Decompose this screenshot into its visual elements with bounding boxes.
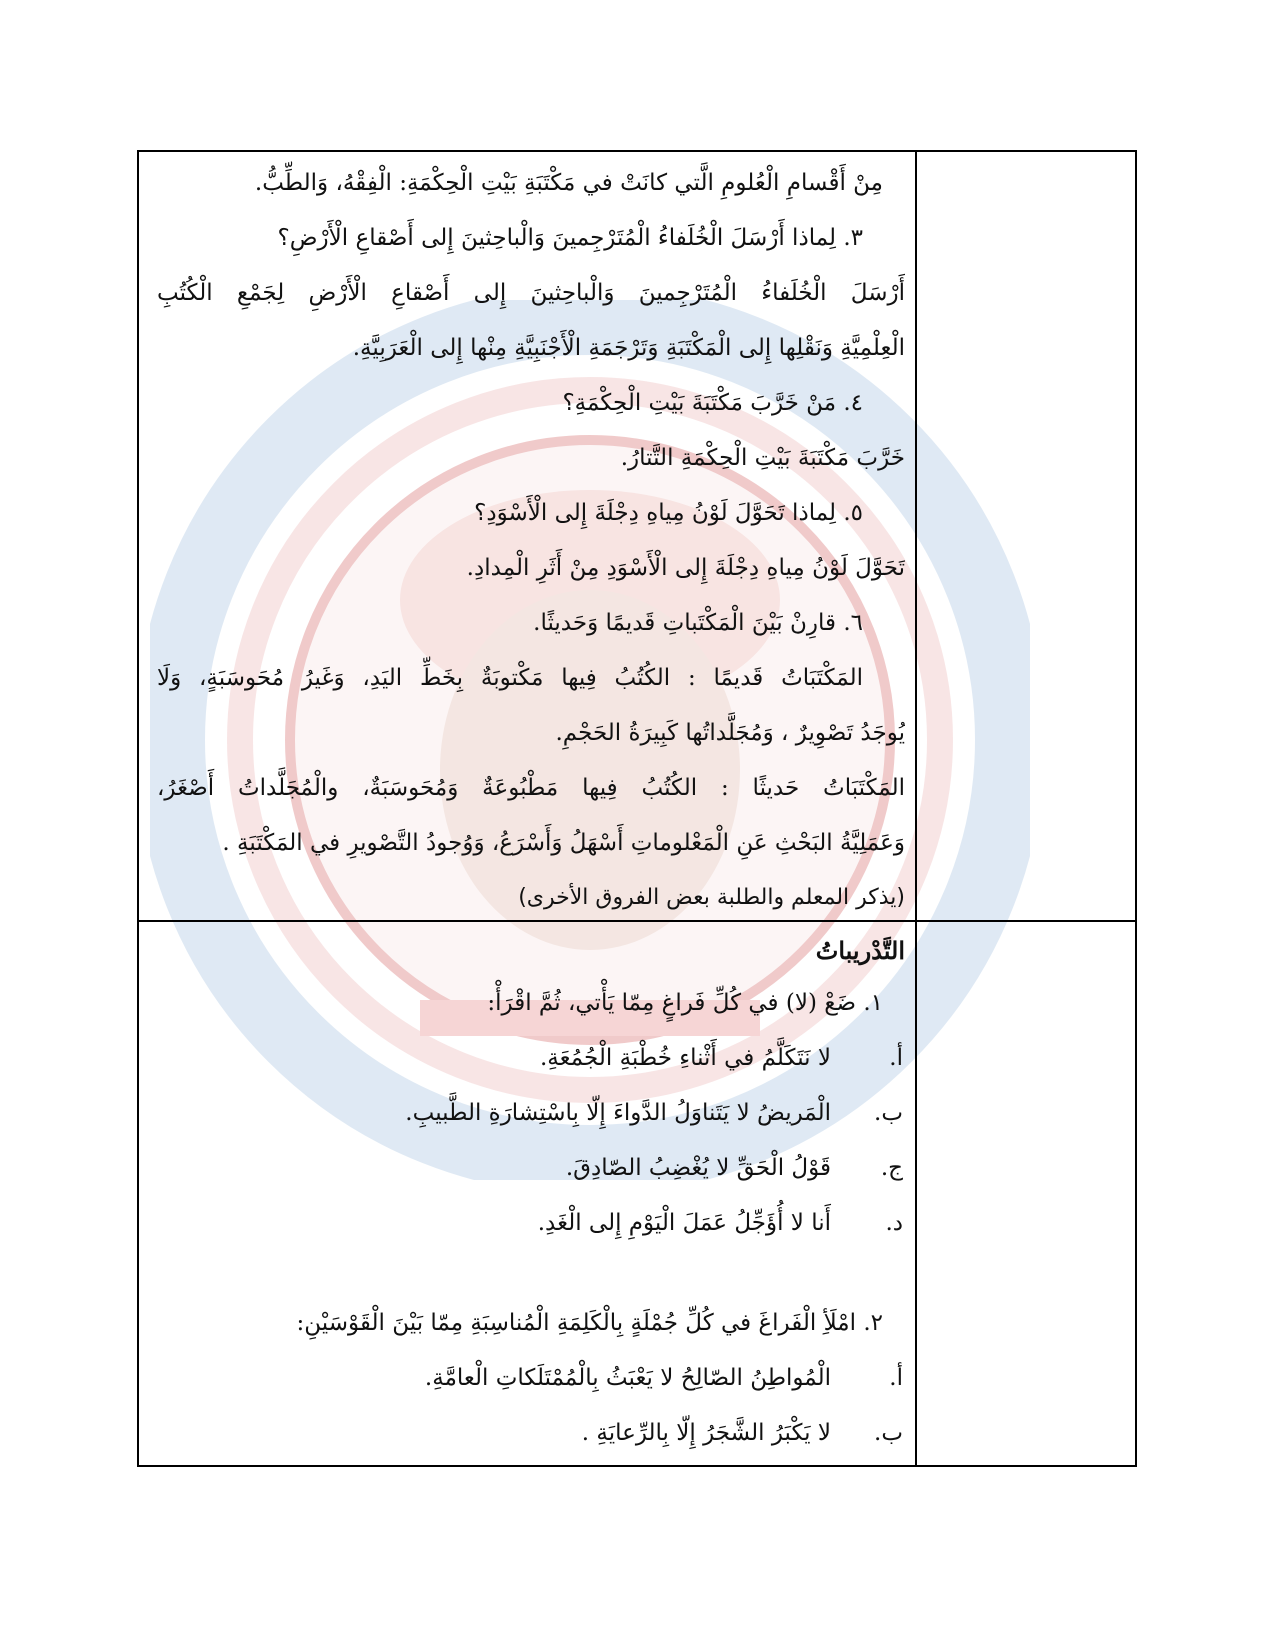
list-item <box>157 1031 905 1086</box>
answer-line: المَكْتَبَاتُ حَديثًا : الكُتُبُ فِيها مَطْبُوعَةٌ وَمُحَوسَبَةٌ، والْمُجَلَّداتُ أَصْغَرُ، <box>157 775 905 801</box>
answer-line: تَحَوَّلَ لَوْنُ مِياهِ دِجْلَةَ إِلى الْأَسْوَدِ مِنْ أَثَرِ الْمِدادِ. <box>466 555 905 581</box>
item-text: لا يَكْبَرُ الشَّجَرُ إِلّا بِالرِّعايَةِ . <box>581 1420 831 1446</box>
item-text: الْمُواطِنُ الصّالِحُ لا يَعْبَثُ بِالْمُمْتَلَكاتِ الْعامَّةِ. <box>424 1365 831 1391</box>
answers-content <box>139 152 915 920</box>
answer-line: المَكْتَبَاتُ قَديمًا : الكُتُبُ فِيها مَكْتوبَةٌ بِخَطِّ اليَدِ، وَغَيرُ مُحَوسَبَةٍ، وَلَا <box>157 665 863 691</box>
list-item <box>157 1406 905 1461</box>
item-text: الْمَريضُ لا يَتَناوَلُ الدَّواءَ إِلّا بِاسْتِشارَةِ الطَّبيبِ. <box>405 1100 831 1126</box>
item-marker: ب. <box>874 1100 903 1126</box>
list-item <box>157 1086 905 1141</box>
exercise-1-prompt: ١. ضَعْ (لا) في كُلِّ فَراغٍ مِمّا يَأْتي، ثُمَّ اقْرَأْ: <box>487 990 883 1016</box>
item-text: قَوْلُ الْحَقِّ لا يُغْضِبُ الصّادِقَ. <box>565 1155 831 1181</box>
side-column <box>915 922 1135 1467</box>
exercises-content <box>139 922 915 1467</box>
list-item <box>157 1141 905 1196</box>
question-4: ٤. مَنْ خَرَّبَ مَكْتَبَةَ بَيْتِ الْحِكْمَةِ؟ <box>562 390 863 416</box>
item-text: أَنا لا أُؤَجِّلُ عَمَلَ الْيَوْمِ إِلى الْغَدِ. <box>537 1210 831 1236</box>
lesson-table <box>137 150 1137 1467</box>
exercises-row <box>139 922 1135 1467</box>
answer-line: وَعَمَلِيَّةُ البَحْثِ عَنِ الْمَعْلوماتِ أَسْهَلُ وَأَسْرَعُ، وَوُجودُ التَّصْويرِ في المَكْتَبَةِ . <box>222 830 905 856</box>
item-marker: أ. <box>889 1045 903 1071</box>
item-marker: أ. <box>889 1365 903 1391</box>
list-item <box>157 1196 905 1251</box>
side-column <box>915 152 1135 920</box>
item-marker: د. <box>885 1210 903 1236</box>
answers-row <box>139 152 1135 922</box>
exercises-heading: التَّدْريباتُ <box>815 936 905 965</box>
answer-line: خَرَّبَ مَكْتَبَةَ بَيْتِ الْحِكْمَةِ التَّتارُ. <box>620 445 905 471</box>
answer-line: يُوجَدُ تَصْوِيرٌ ، وَمُجَلَّداتُها كَبِيرَةُ الحَجْمِ. <box>555 720 905 746</box>
teacher-note: (يذكر المعلم والطلبة بعض الفروق الأخرى) <box>518 885 905 910</box>
answer-line: الْعِلْمِيَّةِ وَنَقْلِها إِلى الْمَكْتَبَةِ وَتَرْجَمَةِ الْأَجْنَبِيَّةِ مِنْها إِلى الْعَرَبِيَّةِ. <box>352 335 905 361</box>
list-item <box>157 1351 905 1406</box>
answer-line: مِنْ أَقْسامِ الْعُلومِ الَّتي كانَتْ في مَكْتَبَةِ بَيْتِ الْحِكْمَةِ: الْفِقْهُ، وَالطِّبُّ. <box>254 170 883 196</box>
item-marker: ب. <box>874 1420 903 1446</box>
question-3: ٣. لِماذا أَرْسَلَ الْخُلَفاءُ الْمُتَرْجِمينَ وَالْباحِثينَ إِلى أَصْقاعِ الْأَرْضِ؟ <box>277 225 863 251</box>
question-5: ٥. لِماذا تَحَوَّلَ لَوْنُ مِياهِ دِجْلَةَ إِلى الْأَسْوَدِ؟ <box>474 500 863 526</box>
item-marker: ج. <box>880 1155 903 1181</box>
question-6: ٦. قارِنْ بَيْنَ الْمَكْتَباتِ قَديمًا وَحَديثًا. <box>533 610 863 636</box>
answer-line: أَرْسَلَ الْخُلَفاءُ الْمُتَرْجِمينَ وَالْباحِثينَ إِلى أَصْقاعِ الْأَرْضِ لِجَمْعِ الْكُتُبِ <box>157 280 905 306</box>
item-text: لا نَتَكَلَّمُ في أَثْناءِ خُطْبَةِ الْجُمُعَةِ. <box>540 1045 831 1071</box>
spacer <box>157 1251 905 1296</box>
exercise-2-prompt: ٢. امْلَأِ الْفَراغَ في كُلِّ جُمْلَةٍ بِالْكَلِمَةِ الْمُناسِبَةِ مِمّا بَيْنَ الْقَوْسَيْنِ: <box>296 1310 883 1336</box>
